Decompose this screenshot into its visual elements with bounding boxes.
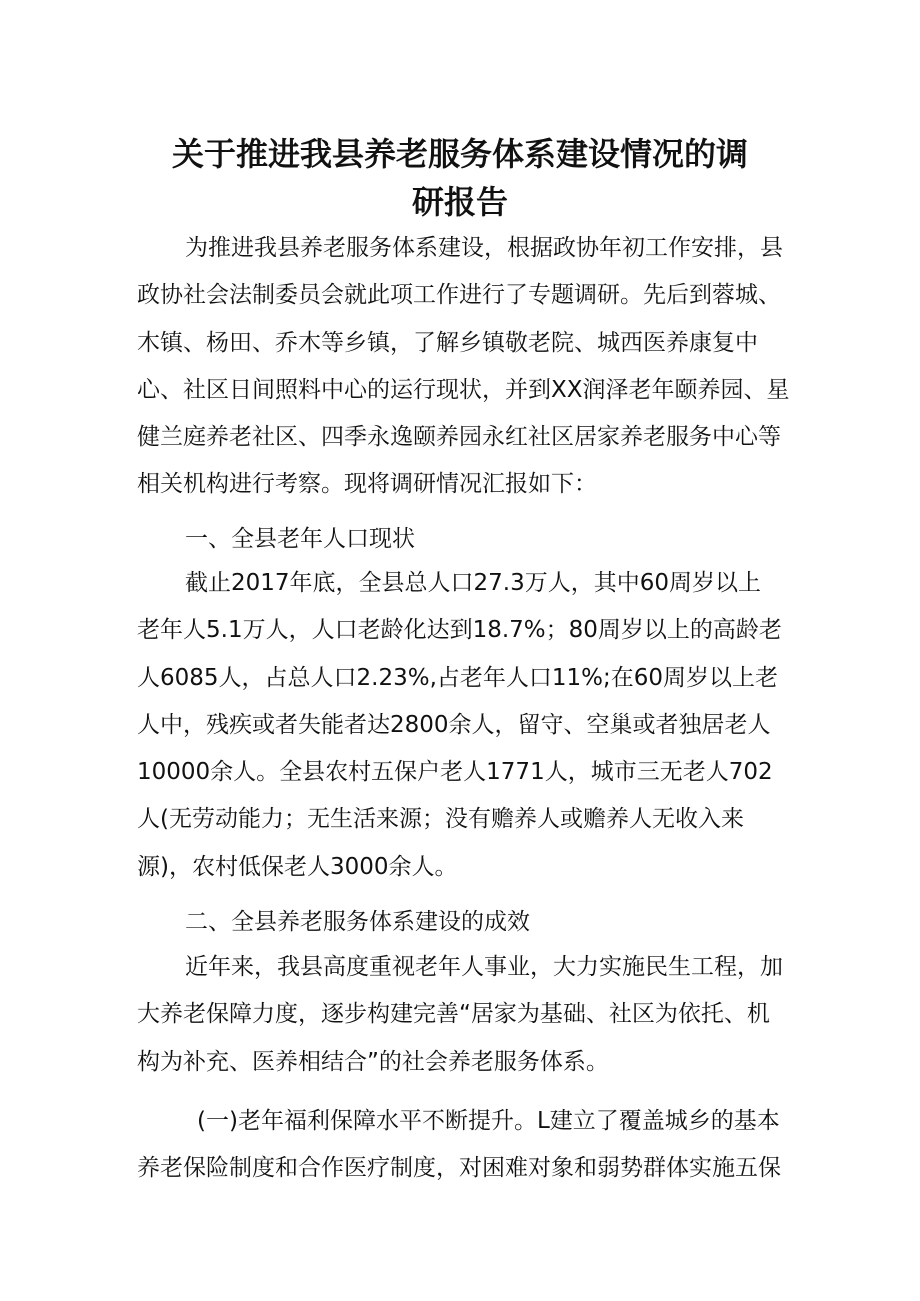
section-1-line: 源)，农村低保老人3000余人。 [137, 853, 458, 880]
section-1-line: 截止2017年底，全县总人口27.3万人，其中60周岁以上 [185, 570, 762, 596]
intro-line: 为推进我县养老服务体系建设，根据政协年初工作安排，县 [185, 235, 783, 261]
document-title-line-1: 关于推进我县养老服务体系建设情况的调 [171, 135, 748, 173]
section-2-line: 大养老保障力度，逐步构建完善“居家为基础、社区为依托、机 [137, 1001, 770, 1028]
section-2-line: 近年来，我县高度重视老年人事业，大力实施民生工程，加 [185, 954, 783, 980]
intro-line: 木镇、杨田、乔木等乡镇，了解乡镇敬老院、城西医养康复中 [137, 329, 758, 356]
subsection-1-line: 养老保险制度和合作医疗制度，对困难对象和弱势群体实施五保 [137, 1155, 781, 1182]
section-1-line: 人(无劳动能力；无生活来源；没有赡养人或赡养人无收入来 [137, 806, 744, 833]
intro-line: 心、社区日间照料中心的运行现状，并到XX润泽老年颐养园、星 [137, 376, 790, 403]
intro-paragraph [137, 229, 797, 513]
intro-line: 政协社会法制委员会就此项工作进行了专题调研。先后到蓉城、 [137, 282, 781, 309]
section-1-line: 10000余人。全县农村五保户老人1771人，城市三无老人702 [137, 759, 773, 786]
subsection-1-paragraph [137, 1102, 797, 1197]
section-2-paragraph [137, 948, 797, 1090]
section-1-line: 人中，残疾或者失能者达2800余人，留守、空巢或者独居老人 [137, 711, 771, 738]
section-1-heading: 一、全县老年人口现状 [185, 526, 415, 552]
intro-line: 相关机构进行考察。现将调研情况汇报如下： [137, 471, 597, 498]
section-1-line: 老年人5.1万人，人口老龄化达到18.7%；80周岁以上的高龄老 [137, 617, 782, 644]
document-title-line-2: 研报告 [411, 183, 508, 221]
subsection-1-line: (一)老年福利保障水平不断提升。L建立了覆盖城乡的基本 [197, 1108, 780, 1134]
section-2-line: 构为补充、医养相结合”的社会养老服务体系。 [137, 1048, 609, 1075]
section-1-line: 人6085人，占总人口2.23%,占老年人口11%;在60周岁以上老 [137, 664, 779, 691]
section-1-paragraph [137, 564, 797, 895]
section-2-heading: 二、全县养老服务体系建设的成效 [185, 909, 530, 935]
intro-line: 健兰庭养老社区、四季永逸颐养园永红社区居家养老服务中心等 [137, 424, 781, 451]
